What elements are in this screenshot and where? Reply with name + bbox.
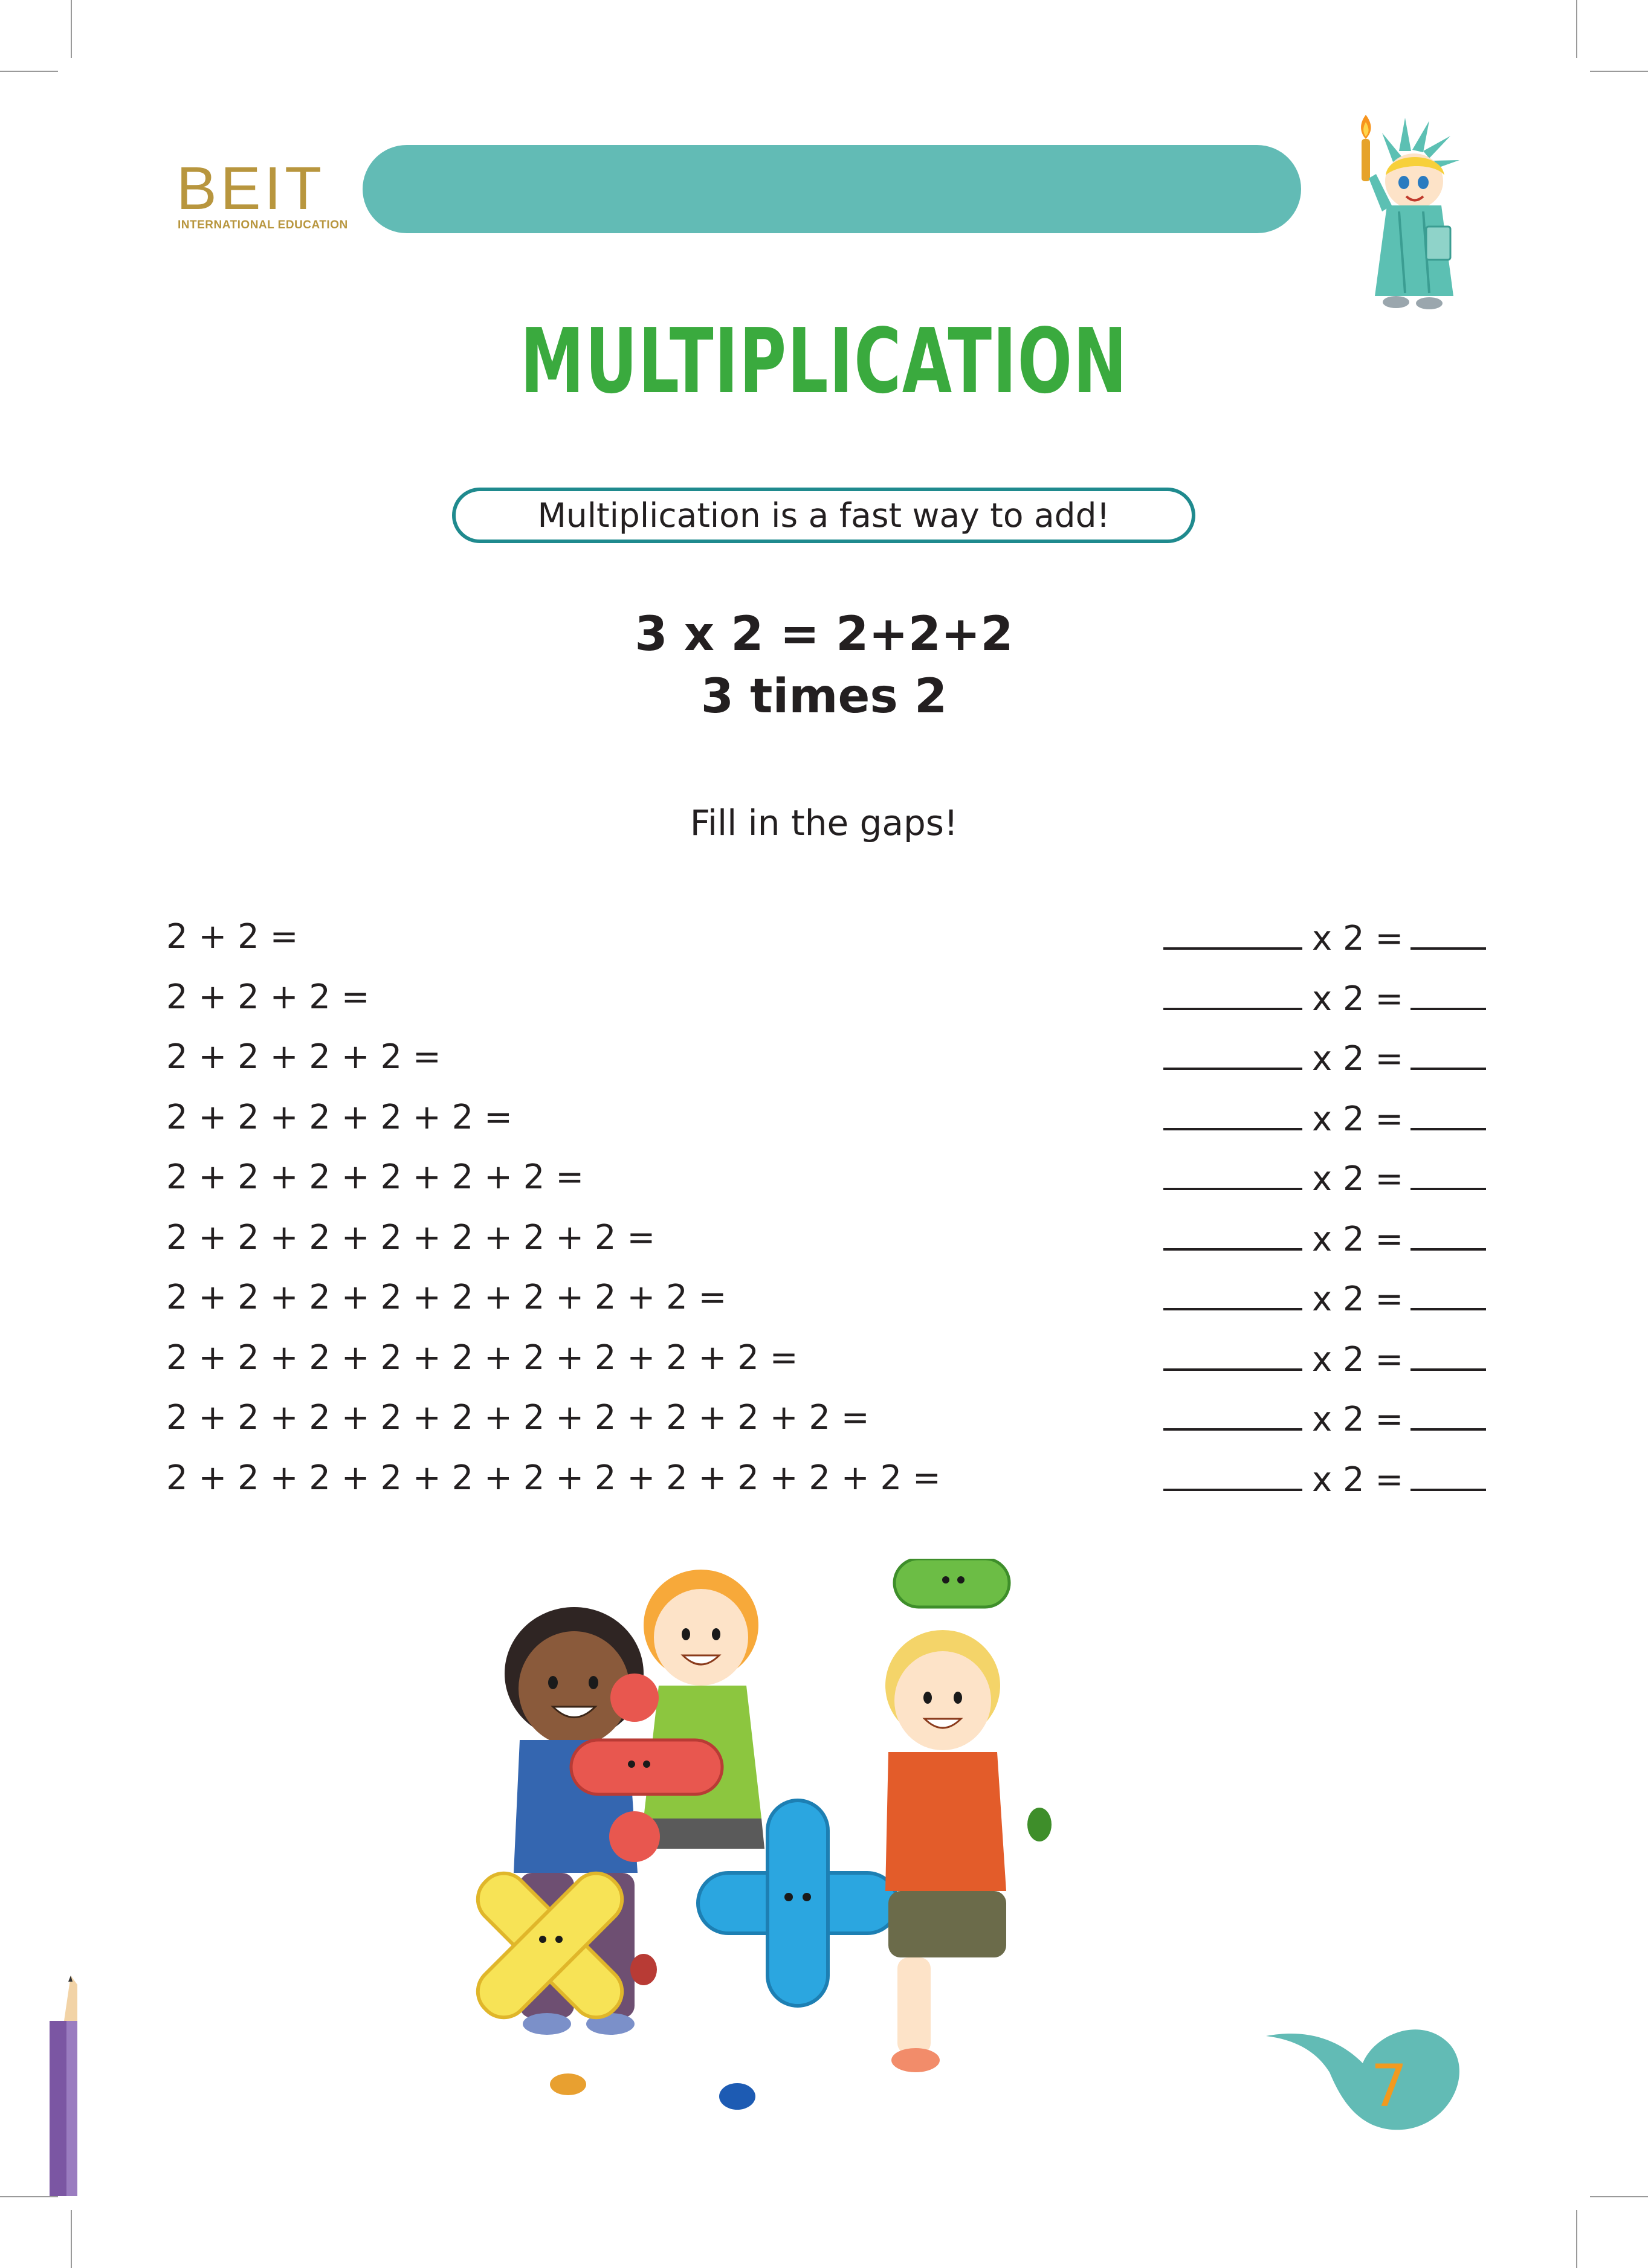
exercise-multiplication [1163, 1458, 1486, 1500]
multiplication-text: x 2 = [1312, 1159, 1404, 1199]
answer-blank-product[interactable] [1410, 978, 1486, 1010]
multiplication-text: x 2 = [1312, 1280, 1404, 1319]
answer-blank-product[interactable] [1410, 917, 1486, 950]
exercise-multiplication [1163, 1338, 1486, 1379]
exercise-sum: 2 + 2 + 2 + 2 + 2 + 2 + 2 + 2 = [166, 1278, 727, 1317]
crop-mark [71, 0, 72, 58]
answer-blank-factor[interactable] [1163, 978, 1302, 1010]
header-bar [363, 145, 1301, 233]
multiplication-text: x 2 = [1312, 1460, 1404, 1500]
exercise-multiplication [1163, 1158, 1486, 1199]
answer-blank-product[interactable] [1410, 1098, 1486, 1130]
exercise-multiplication [1163, 917, 1486, 958]
crop-mark [0, 2196, 58, 2197]
crop-mark [1590, 2196, 1648, 2197]
answer-blank-product[interactable] [1410, 1338, 1486, 1371]
subtitle-box [452, 488, 1195, 543]
multiplication-text: x 2 = [1312, 919, 1404, 958]
exercise-sum: 2 + 2 + 2 + 2 + 2 + 2 = [166, 1158, 584, 1197]
crop-mark [71, 2210, 72, 2268]
exercise-sum: 2 + 2 + 2 + 2 + 2 + 2 + 2 + 2 + 2 + 2 = [166, 1398, 870, 1437]
exercise-sum: 2 + 2 + 2 = [166, 978, 370, 1017]
answer-blank-product[interactable] [1410, 1278, 1486, 1310]
multiplication-text: x 2 = [1312, 1100, 1404, 1139]
page-title: MULTIPLICATION [520, 309, 1128, 413]
page-number: 7 [1371, 2052, 1408, 2120]
kids-with-math-symbols-illustration [435, 1559, 1245, 2115]
multiplication-text: x 2 = [1312, 1039, 1404, 1078]
answer-blank-product[interactable] [1410, 1158, 1486, 1190]
statue-of-liberty-illustration [1345, 115, 1472, 314]
exercise-multiplication [1163, 978, 1486, 1019]
example-words: 3 times 2 [700, 669, 948, 724]
exercise-sum: 2 + 2 + 2 + 2 + 2 + 2 + 2 = [166, 1218, 656, 1257]
answer-blank-factor[interactable] [1163, 917, 1302, 950]
multiplication-text: x 2 = [1312, 979, 1404, 1019]
exercise-sum: 2 + 2 + 2 + 2 = [166, 1037, 441, 1077]
answer-blank-factor[interactable] [1163, 1158, 1302, 1190]
crop-mark [1590, 71, 1648, 72]
exercise-sum: 2 + 2 + 2 + 2 + 2 + 2 + 2 + 2 + 2 + 2 + 2 = [166, 1458, 941, 1498]
answer-blank-factor[interactable] [1163, 1218, 1302, 1251]
exercise-sum: 2 + 2 + 2 + 2 + 2 + 2 + 2 + 2 + 2 = [166, 1338, 798, 1377]
answer-blank-factor[interactable] [1163, 1278, 1302, 1310]
answer-blank-factor[interactable] [1163, 1037, 1302, 1070]
answer-blank-product[interactable] [1410, 1458, 1486, 1491]
exercise-multiplication [1163, 1037, 1486, 1078]
exercise-multiplication [1163, 1218, 1486, 1259]
answer-blank-factor[interactable] [1163, 1458, 1302, 1491]
exercise-sum: 2 + 2 = [166, 917, 299, 956]
exercise-sum: 2 + 2 + 2 + 2 + 2 = [166, 1098, 512, 1137]
crop-mark [0, 71, 58, 72]
page-number-drop-shape [1266, 2021, 1462, 2133]
instruction-text: Fill in the gaps! [690, 802, 958, 843]
pencil-illustration [50, 1976, 77, 2196]
exercise-multiplication [1163, 1278, 1486, 1319]
answer-blank-factor[interactable] [1163, 1098, 1302, 1130]
crop-mark [1576, 0, 1577, 58]
answer-blank-product[interactable] [1410, 1398, 1486, 1431]
subtitle-text: Multiplication is a fast way to add! [537, 496, 1110, 535]
answer-blank-factor[interactable] [1163, 1398, 1302, 1431]
answer-blank-factor[interactable] [1163, 1338, 1302, 1371]
crop-mark [1576, 2210, 1577, 2268]
multiplication-text: x 2 = [1312, 1220, 1404, 1259]
exercise-multiplication [1163, 1398, 1486, 1439]
exercise-multiplication [1163, 1098, 1486, 1139]
answer-blank-product[interactable] [1410, 1218, 1486, 1251]
example-equation: 3 x 2 = 2+2+2 [635, 607, 1013, 662]
multiplication-text: x 2 = [1312, 1400, 1404, 1439]
answer-blank-product[interactable] [1410, 1037, 1486, 1070]
logo-text: BEIT [176, 155, 326, 222]
multiplication-text: x 2 = [1312, 1340, 1404, 1379]
logo-subtitle: INTERNATIONAL EDUCATION [178, 219, 348, 231]
